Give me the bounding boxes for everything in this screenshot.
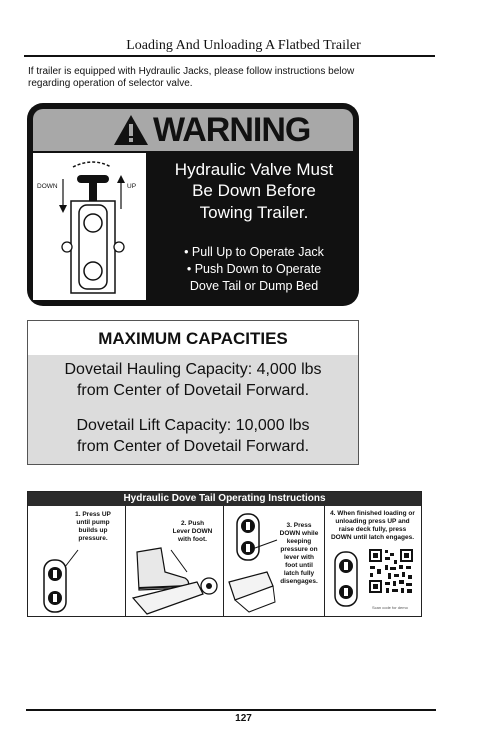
instructions-panel [27,491,422,617]
capacity-line-2: from Center of Dovetail Forward. [76,382,310,399]
capacities-title: MAXIMUM CAPACITIES [98,329,288,348]
capacity-line-4: from Center of Dovetail Forward. [76,438,310,455]
warning-word: WARNING [153,111,311,149]
valve-illustration [33,153,146,300]
down-label: DOWN [37,183,58,190]
warning-label [27,103,359,306]
footer-rule [26,709,436,711]
warning-bullet-2: • Push Down to Operate [186,262,322,276]
page-number: 127 [235,713,252,724]
step-3-text: 3. Press DOWN while keeping pressure on lever with foot until latch fully disengages. [279,522,319,585]
instruction-step-2 [125,506,224,616]
warning-bullet-3: Dove Tail or Dump Bed [189,279,319,293]
warning-heading-3: Towing Trailer. [199,203,309,222]
instruction-step-3 [223,506,325,616]
step-2-text: 2. Push Lever DOWN with foot. [172,520,213,543]
valve-buttons-icon [36,546,86,616]
capacity-line-3: Dovetail Lift Capacity: 10,000 lbs [76,417,310,434]
page-title: Loading And Unloading A Flatbed Trailer [126,38,361,53]
capacity-line-1: Dovetail Hauling Capacity: 4,000 lbs [64,361,322,378]
capacities-box [27,320,359,465]
up-label: UP [127,183,137,190]
capacities-body [28,355,358,464]
valve-diagram [33,153,146,300]
warning-banner [33,109,353,151]
warning-bullet-1: • Pull Up to Operate Jack [184,245,324,259]
warning-heading-1: Hydraulic Valve Must [174,160,334,179]
step-4-text: 4. When finished loading or unloading press UP and raise deck fully, press DOWN until latch engages. [330,510,415,541]
header-rule [24,55,435,57]
intro-line-1: If trailer is equipped with Hydraulic Jacks, please follow instructions below [28,66,355,77]
qr-code-icon [368,548,414,594]
warning-triangle-icon [113,114,149,146]
valve-buttons-icon [332,550,360,610]
valve-and-lever-icon [227,510,279,614]
step-1-text: 1. Press UP until pump builds up pressure. [75,511,111,542]
warning-heading-2: Be Down Before [192,181,316,200]
qr-caption: Scan code for demo [372,605,408,610]
intro-text [28,66,428,90]
instruction-step-1 [28,506,126,616]
boot-on-lever-icon [127,542,221,616]
instructions-title: Hydraulic Dove Tail Operating Instructions [28,492,421,506]
intro-line-2: regarding operation of selector valve. [28,78,193,89]
instruction-step-4 [324,506,421,616]
